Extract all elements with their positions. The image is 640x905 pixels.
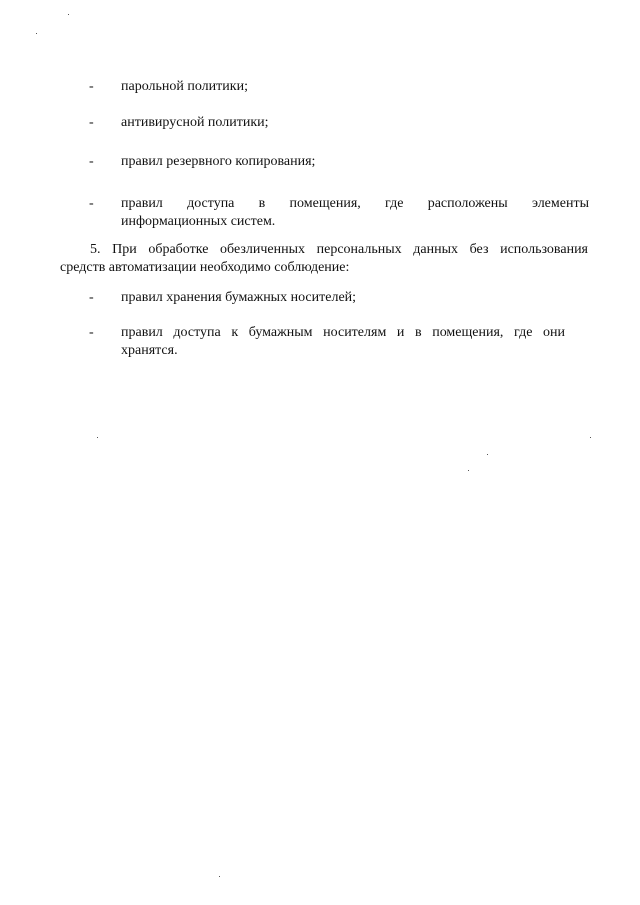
paragraph-line: 5. При обработке обезличенных персональных данных без использования: [90, 242, 588, 257]
list-item-text-line: правил доступа в помещения, где расположены элементы: [121, 196, 589, 211]
scan-speck: [36, 33, 37, 34]
list-item-text: правил хранения бумажных носителей;: [121, 290, 357, 305]
list-marker: -: [89, 115, 94, 130]
list-item-text-line: хранятся.: [121, 343, 178, 358]
list-item-text: правил резервного копирования;: [121, 154, 316, 169]
list-item-premises-access-rules: [0, 195, 640, 231]
list-item-text: парольной политики;: [121, 79, 248, 94]
list-item-text-line: информационных систем.: [121, 214, 276, 229]
scan-speck: [219, 876, 220, 877]
scan-speck: [68, 14, 69, 15]
scan-speck: [468, 470, 469, 471]
scan-speck: [487, 454, 488, 455]
list-marker: -: [89, 290, 94, 305]
paragraph-5: [60, 241, 588, 277]
list-item-text: [121, 195, 589, 231]
scan-speck: [97, 437, 98, 438]
scan-speck: [590, 437, 591, 438]
list-marker: -: [89, 325, 94, 340]
list-marker: -: [89, 79, 94, 94]
list-marker: -: [89, 196, 94, 211]
list-item-text: антивирусной политики;: [121, 115, 269, 130]
list-item-text: [121, 324, 565, 360]
list-item-text-line: правил доступа к бумажным носителям и в помещения, где они: [121, 325, 565, 340]
paragraph-line: средств автоматизации необходимо соблюдение:: [60, 260, 350, 275]
list-marker: -: [89, 154, 94, 169]
list-item-paper-access-rules: [0, 324, 640, 360]
